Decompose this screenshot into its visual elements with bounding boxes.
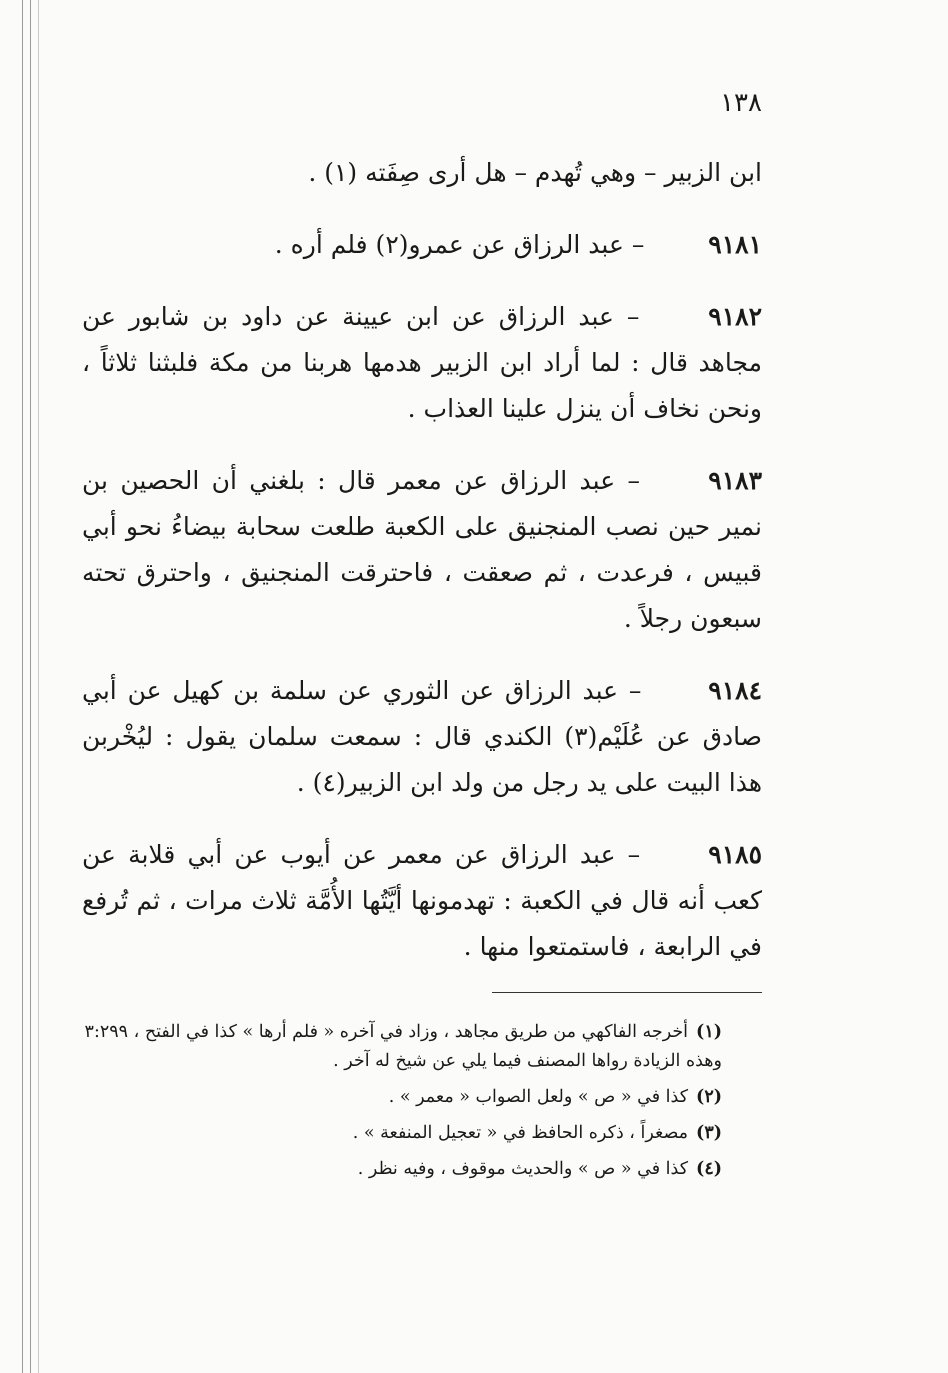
binding-line [38, 0, 39, 1373]
hadith-9181 [82, 222, 762, 268]
paragraph-text: ابن الزبير – وهي تُهدم – هل أرى صِفَته (١) . [308, 158, 762, 187]
hadith-9182 [82, 294, 762, 432]
hadith-number: ٩١٨٤ [708, 676, 762, 705]
hadith-number: ٩١٨٣ [708, 466, 762, 495]
hadith-text: – عبد الرزاق عن معمر عن أيوب عن أبي قلابة عن كعب أنه قال في الكعبة : تهدمونها أيَّتُها الأُمَّة ثلاث مرات ، ثم تُرفع في الرابعة ، فاستمتعوا منها . [82, 840, 762, 961]
hadith-number: ٩١٨٢ [708, 302, 762, 331]
hadith-text: – عبد الرزاق عن معمر قال : بلغني أن الحصين بن نمير حين نصب المنجنيق على الكعبة طلعت سحابة بيضاءُ نحو أبي قبيس ، فرعدت ، ثم صعقت ، فاحترقت المنجنيق ، واحترق تحته سبعون رجلاً . [82, 466, 762, 633]
footnote-4 [82, 1155, 762, 1184]
paragraph-continuation [82, 150, 762, 196]
hadith-9184 [82, 668, 762, 806]
book-page [82, 0, 762, 1373]
footnote-number: (٢) [696, 1087, 722, 1107]
footnote-number: (٤) [696, 1159, 722, 1179]
hadith-text: – عبد الرزاق عن ابن عيينة عن داود بن شابور عن مجاهد قال : لما أراد ابن الزبير هدمها هربنا من مكة فلبثنا ثلاثاً ، ونحن نخاف أن ينزل علينا العذاب . [82, 302, 762, 423]
binding-line [30, 0, 31, 1373]
main-text [82, 150, 762, 996]
footnote-text: مصغراً ، ذكره الحافظ في « تعجيل المنفعة » . [352, 1123, 689, 1143]
footnote-divider [492, 992, 762, 993]
footnote-number: (١) [696, 1022, 722, 1042]
footnote-text: كذا في « ص » والحديث موقوف ، وفيه نظر . [357, 1159, 689, 1179]
hadith-number: ٩١٨١ [708, 230, 762, 259]
footnote-text: كذا في « ص » ولعل الصواب « معمر » . [388, 1087, 689, 1107]
hadith-9185 [82, 832, 762, 970]
hadith-text: – عبد الرزاق عن عمرو(٢) فلم أره . [274, 230, 653, 259]
footnote-text: أخرجه الفاكهي من طريق مجاهد ، وزاد في آخره « فلم أرها » كذا في الفتح ، ٣:٢٩٩ وهذه الزيادة رواها المصنف فيما يلي عن شيخ له آخر . [84, 1022, 722, 1071]
footnote-2 [82, 1083, 762, 1112]
footnote-3 [82, 1119, 762, 1148]
footnote-number: (٣) [696, 1123, 722, 1143]
footnote-1 [82, 1018, 762, 1076]
binding-line [22, 0, 23, 1373]
hadith-9183 [82, 458, 762, 642]
hadith-number: ٩١٨٥ [708, 840, 762, 869]
page-number: ١٣٨ [720, 88, 762, 118]
footnotes [82, 1018, 762, 1191]
hadith-text: – عبد الرزاق عن الثوري عن سلمة بن كهيل عن أبي صادق عن عُلَيْم(٣) الكندي قال : سمعت سلمان يقول : ليُخْربن هذا البيت على يد رجل من ولد ابن الزبير(٤) . [82, 676, 762, 797]
